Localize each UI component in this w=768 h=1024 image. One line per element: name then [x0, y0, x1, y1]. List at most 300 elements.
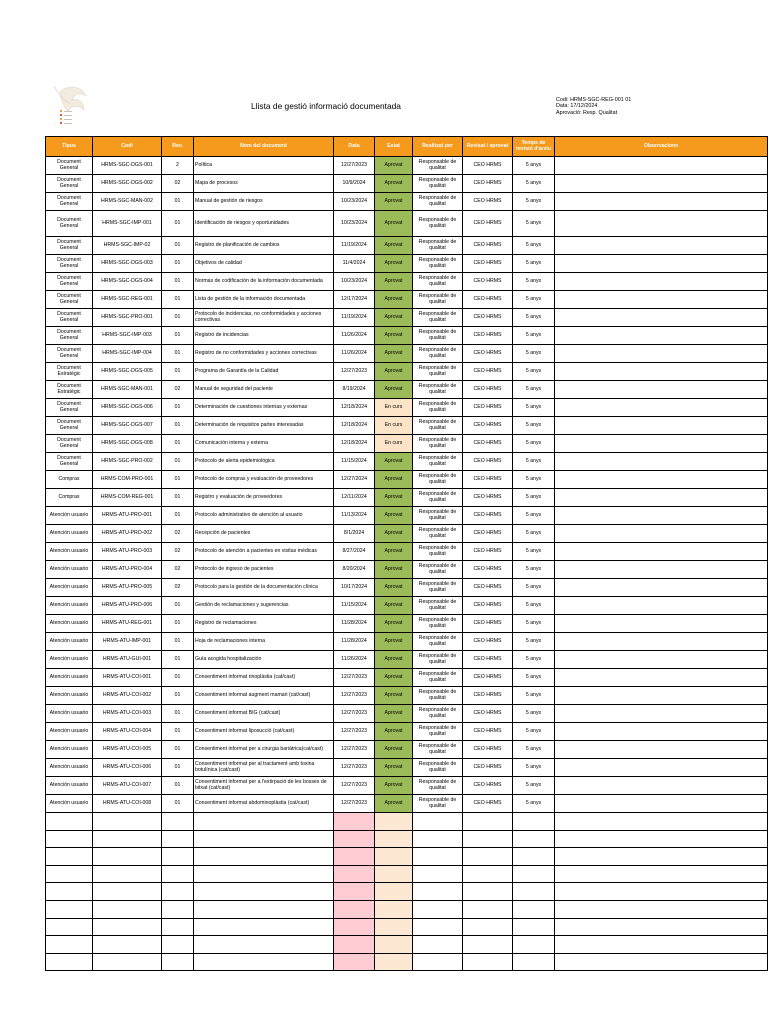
- cell-realitzat: Responsable de qualitat: [413, 345, 463, 363]
- cell-codi: HRMS-SGC-DGS-001: [93, 157, 162, 175]
- cell-realitzat: Responsable de qualitat: [413, 543, 463, 561]
- cell-rev: 01: [162, 255, 194, 273]
- cell-temps: 5 anys: [513, 381, 555, 399]
- header-row: [46, 137, 768, 157]
- empty-cell-temps: [513, 883, 555, 901]
- header-codi: Codi: [93, 137, 162, 157]
- empty-cell-data: [334, 918, 375, 936]
- cell-tipus: Document General: [46, 309, 93, 327]
- cell-nom: Consentiment informat abdominoplàstia (cat/cast): [194, 795, 334, 813]
- cell-codi: HRMS-SGC-IMP-003: [93, 327, 162, 345]
- table-row: [46, 579, 768, 597]
- empty-cell-revisat: [463, 918, 513, 936]
- cell-data: 8/1/2024: [334, 525, 375, 543]
- empty-cell-temps: [513, 848, 555, 866]
- cell-temps: 5 anys: [513, 327, 555, 345]
- cell-nom: Normas de codificación de la información documentada: [194, 273, 334, 291]
- empty-cell-revisat: [463, 830, 513, 848]
- cell-nom: Guía acogida hospitalización: [194, 651, 334, 669]
- cell-tipus: Atención usuario: [46, 723, 93, 741]
- cell-codi: HRMS-SGC-IMP-001: [93, 211, 162, 237]
- cell-codi: HRMS-SGC-IMP-02: [93, 237, 162, 255]
- empty-cell-realitzat: [413, 936, 463, 954]
- cell-revisat: CEO HRMS: [463, 255, 513, 273]
- cell-revisat: CEO HRMS: [463, 759, 513, 777]
- cell-tipus: Document General: [46, 435, 93, 453]
- cell-tipus: Compras: [46, 489, 93, 507]
- cell-codi: HRMS-ATU-COI-004: [93, 723, 162, 741]
- cell-temps: 5 anys: [513, 615, 555, 633]
- cell-obs: [555, 175, 768, 193]
- cell-tipus: Atención usuario: [46, 741, 93, 759]
- cell-revisat: CEO HRMS: [463, 597, 513, 615]
- table-row: [46, 327, 768, 345]
- cell-realitzat: Responsable de qualitat: [413, 597, 463, 615]
- cell-tipus: Atención usuario: [46, 561, 93, 579]
- empty-cell-estat: [375, 830, 413, 848]
- cell-obs: [555, 687, 768, 705]
- cell-rev: 01: [162, 633, 194, 651]
- cell-rev: 01: [162, 471, 194, 489]
- cell-tipus: Atención usuario: [46, 615, 93, 633]
- cell-temps: 5 anys: [513, 417, 555, 435]
- cell-estat: Aprovat: [375, 633, 413, 651]
- cell-nom: Protocolo para la gestión de la documentación clínica: [194, 579, 334, 597]
- empty-cell-nom: [194, 883, 334, 901]
- cell-realitzat: Responsable de qualitat: [413, 309, 463, 327]
- cell-codi: HRMS-SGC-MAN-002: [93, 193, 162, 211]
- cell-data: 12/18/2024: [334, 435, 375, 453]
- cell-nom: Protocolo de atención a pacientes en visitas médicas: [194, 543, 334, 561]
- cell-codi: HRMS-ATU-PRO-001: [93, 507, 162, 525]
- table-row: [46, 759, 768, 777]
- cell-revisat: CEO HRMS: [463, 175, 513, 193]
- document-title: Llista de gestió informació documentada: [251, 101, 401, 111]
- table-row: [46, 507, 768, 525]
- table-row: [46, 309, 768, 327]
- cell-data: 12/27/2023: [334, 687, 375, 705]
- cell-temps: 5 anys: [513, 435, 555, 453]
- cell-nom: Protocolo de ingreso de pacientes: [194, 561, 334, 579]
- cell-tipus: Atención usuario: [46, 525, 93, 543]
- cell-tipus: Atención usuario: [46, 651, 93, 669]
- cell-temps: 5 anys: [513, 273, 555, 291]
- cell-realitzat: Responsable de qualitat: [413, 291, 463, 309]
- cell-rev: 01: [162, 507, 194, 525]
- empty-cell-revisat: [463, 953, 513, 971]
- cell-codi: HRMS-ATU-COI-001: [93, 669, 162, 687]
- table-row: [46, 381, 768, 399]
- cell-tipus: Document General: [46, 453, 93, 471]
- cell-estat: Aprovat: [375, 273, 413, 291]
- table-row: [46, 741, 768, 759]
- cell-rev: 02: [162, 543, 194, 561]
- cell-revisat: CEO HRMS: [463, 363, 513, 381]
- cell-temps: 5 anys: [513, 723, 555, 741]
- empty-cell-tipus: [46, 865, 93, 883]
- empty-cell-estat: [375, 813, 413, 831]
- cell-codi: HRMS-ATU-IMP-001: [93, 633, 162, 651]
- empty-cell-rev: [162, 830, 194, 848]
- cell-data: 12/27/2024: [334, 471, 375, 489]
- empty-cell-codi: [93, 848, 162, 866]
- cell-tipus: Document Estratègic: [46, 381, 93, 399]
- cell-temps: 5 anys: [513, 453, 555, 471]
- table-row: [46, 723, 768, 741]
- cell-revisat: CEO HRMS: [463, 291, 513, 309]
- cell-rev: 02: [162, 175, 194, 193]
- cell-rev: 01: [162, 237, 194, 255]
- empty-cell-obs: [555, 900, 768, 918]
- empty-cell-nom: [194, 848, 334, 866]
- cell-revisat: CEO HRMS: [463, 777, 513, 795]
- cell-obs: [555, 615, 768, 633]
- cell-tipus: Document General: [46, 399, 93, 417]
- cell-realitzat: Responsable de qualitat: [413, 651, 463, 669]
- cell-obs: [555, 211, 768, 237]
- cell-rev: 01: [162, 741, 194, 759]
- cell-realitzat: Responsable de qualitat: [413, 435, 463, 453]
- cell-tipus: Atención usuario: [46, 597, 93, 615]
- empty-cell-revisat: [463, 813, 513, 831]
- cell-obs: [555, 193, 768, 211]
- cell-tipus: Document General: [46, 327, 93, 345]
- cell-temps: 5 anys: [513, 633, 555, 651]
- empty-cell-nom: [194, 900, 334, 918]
- empty-cell-codi: [93, 953, 162, 971]
- cell-temps: 5 anys: [513, 741, 555, 759]
- cell-codi: HRMS-ATU-PRO-005: [93, 579, 162, 597]
- cell-temps: 5 anys: [513, 291, 555, 309]
- table-row: [46, 399, 768, 417]
- document-meta: [556, 97, 631, 116]
- empty-cell-codi: [93, 813, 162, 831]
- cell-obs: [555, 345, 768, 363]
- header-observacions: Observacions: [555, 137, 768, 157]
- cell-data: 11/28/2024: [334, 615, 375, 633]
- table-row: [46, 669, 768, 687]
- cell-tipus: Document Estratègic: [46, 363, 93, 381]
- cell-estat: Aprovat: [375, 327, 413, 345]
- cell-estat: Aprovat: [375, 381, 413, 399]
- cell-codi: HRMS-SGC-PRO-001: [93, 309, 162, 327]
- empty-cell-rev: [162, 900, 194, 918]
- cell-realitzat: Responsable de qualitat: [413, 157, 463, 175]
- cell-obs: [555, 273, 768, 291]
- cell-nom: Mapa de procesos: [194, 175, 334, 193]
- cell-codi: HRMS-ATU-PRO-004: [93, 561, 162, 579]
- cell-rev: 01: [162, 435, 194, 453]
- cell-data: 8/27/2024: [334, 543, 375, 561]
- empty-cell-codi: [93, 830, 162, 848]
- header-data: Data: [334, 137, 375, 157]
- table-row: [46, 795, 768, 813]
- header-rev: Rev.: [162, 137, 194, 157]
- cell-revisat: CEO HRMS: [463, 705, 513, 723]
- cell-temps: 5 anys: [513, 795, 555, 813]
- empty-cell-revisat: [463, 848, 513, 866]
- cell-obs: [555, 291, 768, 309]
- cell-revisat: CEO HRMS: [463, 615, 513, 633]
- cell-obs: [555, 507, 768, 525]
- empty-cell-data: [334, 813, 375, 831]
- cell-rev: 01: [162, 651, 194, 669]
- empty-cell-tipus: [46, 848, 93, 866]
- cell-revisat: CEO HRMS: [463, 273, 513, 291]
- table-row: [46, 615, 768, 633]
- cell-tipus: Atención usuario: [46, 795, 93, 813]
- cell-codi: HRMS-ATU-COI-006: [93, 759, 162, 777]
- cell-data: 10/9/2024: [334, 175, 375, 193]
- table-row: [46, 525, 768, 543]
- cell-nom: Determinación de cuestiones internas y externas: [194, 399, 334, 417]
- cell-realitzat: Responsable de qualitat: [413, 453, 463, 471]
- cell-codi: HRMS-ATU-PRO-006: [93, 597, 162, 615]
- cell-codi: HRMS-ATU-COI-007: [93, 777, 162, 795]
- empty-cell-temps: [513, 918, 555, 936]
- empty-cell-data: [334, 900, 375, 918]
- cell-obs: [555, 723, 768, 741]
- cell-revisat: CEO HRMS: [463, 471, 513, 489]
- cell-estat: Aprovat: [375, 543, 413, 561]
- cell-revisat: CEO HRMS: [463, 309, 513, 327]
- cell-realitzat: Responsable de qualitat: [413, 615, 463, 633]
- cell-rev: 01: [162, 211, 194, 237]
- cell-estat: En curs: [375, 435, 413, 453]
- cell-data: 12/27/2023: [334, 741, 375, 759]
- cell-temps: 5 anys: [513, 525, 555, 543]
- cell-estat: Aprovat: [375, 579, 413, 597]
- cell-tipus: Document General: [46, 417, 93, 435]
- cell-realitzat: Responsable de qualitat: [413, 399, 463, 417]
- table-row: [46, 471, 768, 489]
- cell-realitzat: Responsable de qualitat: [413, 507, 463, 525]
- cell-data: 11/28/2024: [334, 633, 375, 651]
- cell-revisat: CEO HRMS: [463, 633, 513, 651]
- cell-estat: Aprovat: [375, 471, 413, 489]
- cell-codi: HRMS-SGC-REG-001: [93, 291, 162, 309]
- cell-rev: 01: [162, 723, 194, 741]
- cell-codi: HRMS-ATU-COI-002: [93, 687, 162, 705]
- cell-obs: [555, 597, 768, 615]
- empty-row: [46, 813, 768, 831]
- empty-cell-rev: [162, 918, 194, 936]
- cell-estat: Aprovat: [375, 193, 413, 211]
- empty-cell-rev: [162, 953, 194, 971]
- cell-realitzat: Responsable de qualitat: [413, 705, 463, 723]
- cell-nom: Consentiment informat per al tractament amb toxina botulínica (cat/cast): [194, 759, 334, 777]
- empty-row: [46, 936, 768, 954]
- cell-obs: [555, 759, 768, 777]
- cell-codi: HRMS-ATU-PRO-002: [93, 525, 162, 543]
- cell-obs: [555, 489, 768, 507]
- cell-data: 11/19/2024: [334, 237, 375, 255]
- cell-revisat: CEO HRMS: [463, 417, 513, 435]
- empty-cell-temps: [513, 953, 555, 971]
- cell-estat: Aprovat: [375, 741, 413, 759]
- cell-temps: 5 anys: [513, 211, 555, 237]
- cell-nom: Programa de Garantía de la Calidad: [194, 363, 334, 381]
- cell-rev: 01: [162, 309, 194, 327]
- table-row: [46, 453, 768, 471]
- header-realitzat: Realitzat per: [413, 137, 463, 157]
- cell-data: 12/18/2024: [334, 399, 375, 417]
- cell-realitzat: Responsable de qualitat: [413, 579, 463, 597]
- cell-rev: 02: [162, 525, 194, 543]
- empty-cell-revisat: [463, 936, 513, 954]
- cell-obs: [555, 741, 768, 759]
- cell-estat: Aprovat: [375, 453, 413, 471]
- empty-cell-estat: [375, 918, 413, 936]
- cell-estat: Aprovat: [375, 507, 413, 525]
- empty-cell-obs: [555, 953, 768, 971]
- cell-revisat: CEO HRMS: [463, 193, 513, 211]
- cell-nom: Identificación de riesgos y oportunidades: [194, 211, 334, 237]
- cell-revisat: CEO HRMS: [463, 345, 513, 363]
- cell-data: 8/19/2024: [334, 381, 375, 399]
- empty-cell-estat: [375, 865, 413, 883]
- cell-rev: 01: [162, 669, 194, 687]
- empty-row: [46, 848, 768, 866]
- cell-estat: Aprovat: [375, 705, 413, 723]
- cell-tipus: Document General: [46, 291, 93, 309]
- cell-nom: Consentiment informat per a l'extirpació de les bosses de bitxat (cat/cast): [194, 777, 334, 795]
- cell-tipus: Atención usuario: [46, 633, 93, 651]
- cell-tipus: Document General: [46, 237, 93, 255]
- cell-tipus: Compras: [46, 471, 93, 489]
- cell-tipus: Document General: [46, 175, 93, 193]
- cell-rev: 01: [162, 363, 194, 381]
- cell-obs: [555, 327, 768, 345]
- cell-obs: [555, 381, 768, 399]
- empty-cell-tipus: [46, 936, 93, 954]
- empty-cell-realitzat: [413, 830, 463, 848]
- cell-data: 11/26/2024: [334, 327, 375, 345]
- cell-rev: 01: [162, 795, 194, 813]
- table-row: [46, 435, 768, 453]
- empty-cell-obs: [555, 865, 768, 883]
- cell-codi: HRMS-SGC-DGS-003: [93, 255, 162, 273]
- cell-temps: 5 anys: [513, 579, 555, 597]
- cell-data: 11/26/2024: [334, 651, 375, 669]
- empty-cell-revisat: [463, 865, 513, 883]
- empty-cell-realitzat: [413, 865, 463, 883]
- cell-temps: 5 anys: [513, 345, 555, 363]
- cell-realitzat: Responsable de qualitat: [413, 471, 463, 489]
- cell-rev: 01: [162, 399, 194, 417]
- cell-realitzat: Responsable de qualitat: [413, 669, 463, 687]
- cell-nom: Protocolo de incidencias, no conformidades y acciones correctivas: [194, 309, 334, 327]
- cell-codi: HRMS-SGC-DGS-006: [93, 399, 162, 417]
- cell-temps: 5 anys: [513, 193, 555, 211]
- cell-realitzat: Responsable de qualitat: [413, 381, 463, 399]
- empty-cell-nom: [194, 830, 334, 848]
- header-temps: Temps de revisió d'arxiu: [513, 137, 555, 157]
- cell-obs: [555, 157, 768, 175]
- cell-data: 11/19/2024: [334, 309, 375, 327]
- cell-revisat: CEO HRMS: [463, 525, 513, 543]
- cell-estat: Aprovat: [375, 525, 413, 543]
- document-list-table: [45, 136, 768, 971]
- cell-obs: [555, 777, 768, 795]
- cell-rev: 02: [162, 579, 194, 597]
- cell-estat: Aprovat: [375, 669, 413, 687]
- cell-codi: HRMS-ATU-PRO-003: [93, 543, 162, 561]
- header-tipus: Tipus: [46, 137, 93, 157]
- cell-data: 12/27/2023: [334, 795, 375, 813]
- cell-tipus: Atención usuario: [46, 669, 93, 687]
- empty-cell-nom: [194, 813, 334, 831]
- cell-data: 12/11/2024: [334, 489, 375, 507]
- cell-obs: [555, 633, 768, 651]
- cell-rev: 01: [162, 417, 194, 435]
- cell-estat: Aprovat: [375, 687, 413, 705]
- cell-tipus: Document General: [46, 345, 93, 363]
- cell-revisat: CEO HRMS: [463, 507, 513, 525]
- meta-approval: Aprovació: Resp. Qualitat: [556, 109, 618, 116]
- cell-obs: [555, 453, 768, 471]
- cell-tipus: Document General: [46, 193, 93, 211]
- cell-tipus: Atención usuario: [46, 759, 93, 777]
- cell-codi: HRMS-SGC-DGS-005: [93, 363, 162, 381]
- table-row: [46, 363, 768, 381]
- cell-rev: 01: [162, 273, 194, 291]
- empty-cell-codi: [93, 883, 162, 901]
- cell-revisat: CEO HRMS: [463, 741, 513, 759]
- cell-tipus: Atención usuario: [46, 507, 93, 525]
- cell-estat: Aprovat: [375, 795, 413, 813]
- cell-codi: HRMS-COM-PRO-001: [93, 471, 162, 489]
- cell-temps: 5 anys: [513, 759, 555, 777]
- cell-realitzat: Responsable de qualitat: [413, 193, 463, 211]
- empty-row: [46, 953, 768, 971]
- cell-obs: [555, 669, 768, 687]
- empty-cell-tipus: [46, 830, 93, 848]
- table-row: [46, 211, 768, 237]
- empty-cell-estat: [375, 848, 413, 866]
- cell-nom: Recepción de pacientes: [194, 525, 334, 543]
- cell-realitzat: Responsable de qualitat: [413, 489, 463, 507]
- cell-revisat: CEO HRMS: [463, 381, 513, 399]
- cell-data: 12/27/2023: [334, 777, 375, 795]
- cell-revisat: CEO HRMS: [463, 543, 513, 561]
- cell-estat: Aprovat: [375, 345, 413, 363]
- cell-nom: Protocolo de compras y evaluación de proveedores: [194, 471, 334, 489]
- empty-cell-data: [334, 848, 375, 866]
- empty-cell-tipus: [46, 900, 93, 918]
- cell-estat: Aprovat: [375, 561, 413, 579]
- cell-codi: HRMS-SGC-PRO-002: [93, 453, 162, 471]
- cell-obs: [555, 255, 768, 273]
- cell-revisat: CEO HRMS: [463, 795, 513, 813]
- cell-temps: 5 anys: [513, 543, 555, 561]
- cell-tipus: Document General: [46, 157, 93, 175]
- cell-nom: Comunicación interna y externa: [194, 435, 334, 453]
- table-row: [46, 157, 768, 175]
- empty-cell-nom: [194, 936, 334, 954]
- cell-rev: 01: [162, 193, 194, 211]
- table-row: [46, 291, 768, 309]
- header-revisat: Revisat / aprovat: [463, 137, 513, 157]
- cell-tipus: Document General: [46, 273, 93, 291]
- table-row: [46, 417, 768, 435]
- cell-codi: HRMS-ATU-COI-003: [93, 705, 162, 723]
- cell-codi: HRMS-SGC-DGS-002: [93, 175, 162, 193]
- cell-temps: 5 anys: [513, 561, 555, 579]
- cell-tipus: Atención usuario: [46, 705, 93, 723]
- table-row: [46, 255, 768, 273]
- cell-temps: 5 anys: [513, 255, 555, 273]
